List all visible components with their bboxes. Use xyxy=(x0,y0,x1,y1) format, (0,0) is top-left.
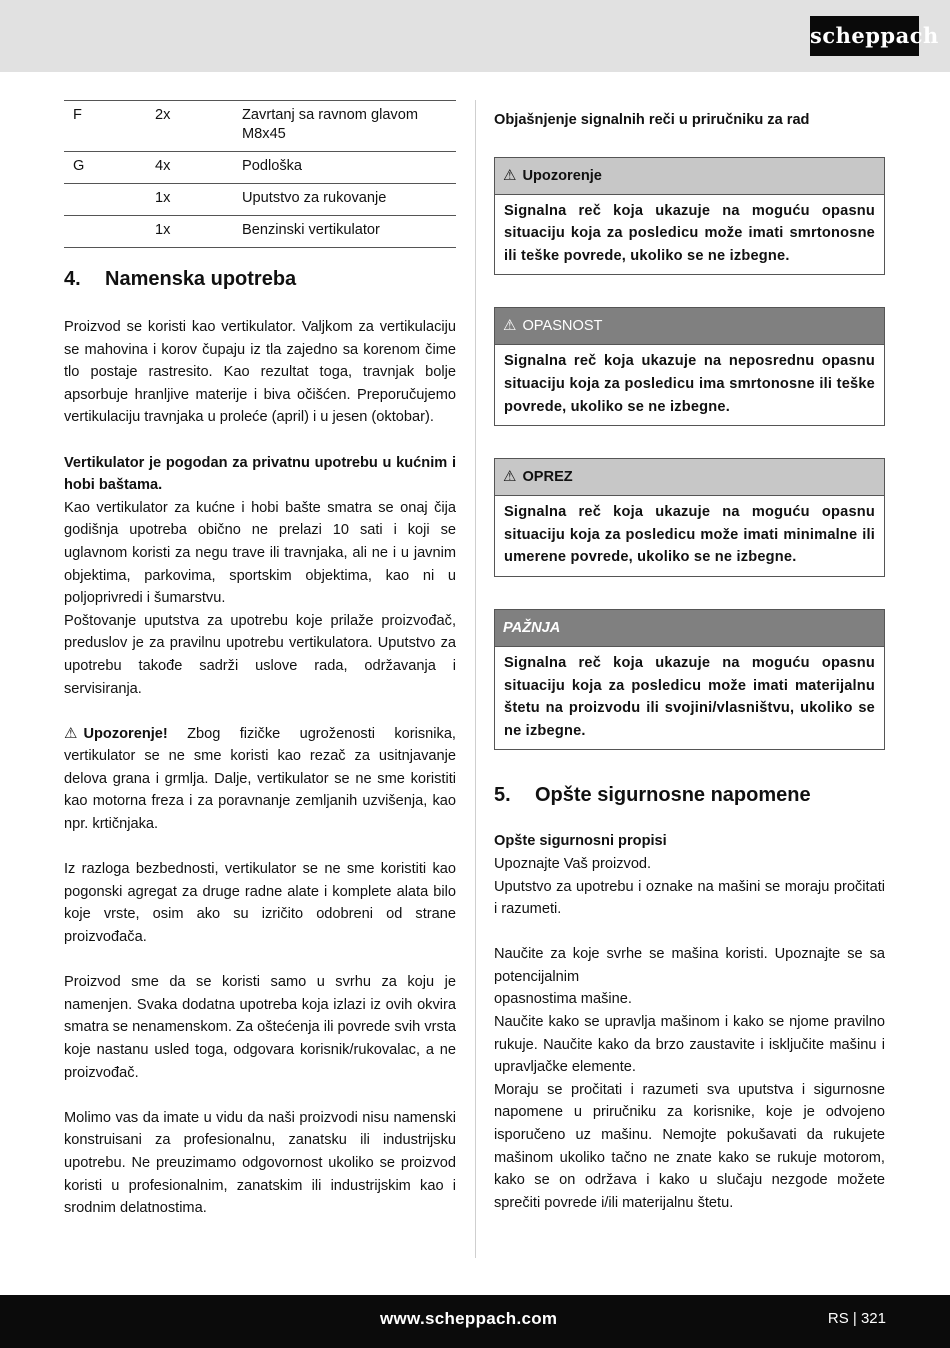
signal-box-header: ⚠ OPREZ xyxy=(495,459,884,496)
paragraph: Molimo vas da imate u vidu da naši proizvodi nisu namenski konstruisani za profesionalnu, zanatsku ili industrijsku upotrebu. Ne preuzimamo odgovornost ukoliko se proizvod koristi u profesionalnim, zanatskim ili industrijskim kao i srodnim delatnostima. xyxy=(64,1109,456,1217)
parts-table xyxy=(64,100,456,248)
signal-box-header: ⚠ OPASNOST xyxy=(495,308,884,345)
scheppach-logo: scheppach xyxy=(810,16,919,56)
qty-cell: 2x xyxy=(155,101,242,152)
signal-box-header: PAŽNJA xyxy=(495,610,884,647)
pos-cell xyxy=(64,216,155,248)
signal-box-warning xyxy=(494,157,885,276)
signal-box-text: Signalna reč koja ukazuje na moguću opasnu situaciju koja za posledicu može imati minimalne ili umerene povrede, ukoliko se ne izbegne. xyxy=(504,504,875,566)
pos-cell: F xyxy=(64,101,155,152)
section-number: 4. xyxy=(64,268,81,290)
qty-cell: 4x xyxy=(155,152,242,184)
website-link[interactable]: www.scheppach.com xyxy=(380,1309,558,1328)
warning-triangle-icon: ⚠ xyxy=(64,724,78,742)
pos-cell xyxy=(64,184,155,216)
column-divider xyxy=(475,100,476,1258)
paragraph-bold: Vertikulator je pogodan za privatnu upotrebu u kućnim i hobi baštama. xyxy=(64,454,456,494)
left-column xyxy=(64,100,456,1220)
section-number: 5. xyxy=(494,784,511,807)
qty-cell: 1x xyxy=(155,184,242,216)
footer-bar xyxy=(0,1295,950,1348)
signal-box-caution xyxy=(494,458,885,577)
paragraph: Naučite za koje svrhe se mašina koristi. Upoznajte se sa potencijalnim xyxy=(494,946,885,985)
right-column xyxy=(494,100,885,1214)
warning-paragraph xyxy=(64,723,456,836)
table-row xyxy=(64,216,456,248)
paragraph: Uputstvo za upotrebu i oznake na mašini se moraju pročitati i razumeti. xyxy=(494,878,885,918)
paragraph: Iz razloga bezbednosti, vertikulator se ne sme koristiti kao pogonski agregat za druge radne alate i komplete alata bilo koje vrste, osim ako su izričito odobreni od strane proizvođača. xyxy=(64,861,456,946)
paragraph: Upoznajte Vaš proizvod. xyxy=(494,855,652,872)
desc-cell: Podloška xyxy=(242,152,456,184)
warning-triangle-icon: ⚠ xyxy=(503,317,517,335)
paragraph: Proizvod sme da se koristi samo u svrhu za koju je namenjen. Svaka dodatna upotreba koja izlazi iz ovih okvira smatra se nenamenskom. Za oštećenja ili povrede svih vrsta koje nastanu usled toga, odgovara korisnik/rukovalac, a ne proizvođač. xyxy=(64,974,456,1081)
qty-cell: 1x xyxy=(155,216,242,248)
paragraph: Kao vertikulator za kućne i hobi bašte smatra se onaj čija godišnja upotreba obično ne prelazi 10 sati i koji se uglavnom koristi za negu trave ili travnjaka, ali ne i u javnim objektima, parkovima, sportskim objektima, kao ni u poljoprivredi i šumarstvu. xyxy=(64,499,456,607)
table-row xyxy=(64,101,456,152)
paragraph: Naučite kako se upravlja mašinom i kako se njome pravilno rukuje. Naučite kako da brzo zaustavite i isključite mašinu i upravljačke elemente. xyxy=(494,1014,885,1076)
section-5-heading xyxy=(494,782,885,808)
table-row xyxy=(64,184,456,216)
desc-cell: Zavrtanj sa ravnom glavom M8x45 xyxy=(242,101,456,152)
section-title: Namenska upotreba xyxy=(105,268,297,290)
section-4-heading xyxy=(64,266,456,292)
paragraph: Poštovanje uputstva za upotrebu koje prilaže proizvođač, preduslov je za pravilnu upotrebu vertikulatora. Uputstvo za upotrebu takođe sadrži uslove rada, održavanja i servisiranja. xyxy=(64,612,456,697)
paragraph: Proizvod se koristi kao vertikulator. Valjkom za vertikulaciju se mahovina i korov čupaju iz tla zajedno sa korenom čime tlo postaje rastresito. Kao rezultat toga, travnjak bolje apsorbuje hranljive materije i biva očišćen. Preporučujemo vertikulaciju travnjaka u proleće (april) i u jesen (oktobar). xyxy=(64,319,456,426)
signal-box-text: Signalna reč koja ukazuje na moguću opasnu situaciju koja za posledicu može imati smrtonosne ili teške povrede, ukoliko se ne izbegne. xyxy=(504,202,875,264)
header-bar xyxy=(0,0,950,72)
subheading: Opšte sigurnosni propisi xyxy=(494,833,667,850)
warning-triangle-icon: ⚠ xyxy=(503,468,517,486)
desc-cell: Uputstvo za rukovanje xyxy=(242,184,456,216)
signal-box-text: Signalna reč koja ukazuje na neposrednu opasnu situaciju koja za posledicu ima smrtonosne ili teške povrede, ukoliko se ne izbegne. xyxy=(504,353,875,415)
pos-cell: G xyxy=(64,152,155,184)
warning-triangle-icon: ⚠ xyxy=(503,166,517,184)
signal-box-notice xyxy=(494,609,885,750)
signal-box-danger xyxy=(494,307,885,426)
desc-cell: Benzinski vertikulator xyxy=(242,216,456,248)
signal-box-header: ⚠ Upozorenje xyxy=(495,158,884,195)
warning-text: Zbog fizičke ugroženosti korisnika, vertikulator se ne sme koristi kao rezač za usitnjavanje delova grana i grmlja. Dalje, vertikulator se ne sme koristiti kao motorna freza i za poravnanje zemljanih uzvišenja, kao npr. krtičnjaka. xyxy=(64,725,456,833)
paragraph: opasnostima mašine. xyxy=(494,991,632,1008)
warning-label: Upozorenje! xyxy=(83,725,168,742)
section-title: Opšte sigurnosne napomene xyxy=(535,784,811,807)
paragraph: Moraju se pročitati i razumeti sva uputstva i sigurnosne napomene u priručniku za korisnike, koje je odvojeno isporučeno uz mašinu. Nemojte pokušavati da rukujete mašinom ukoliko tačno ne znate kako se rukuje motorom, kako se on održava i kako u slučaju nezgode možete sprečiti povrede i/ili materijalnu štetu. xyxy=(494,1081,885,1211)
signal-words-title: Objašnjenje signalnih reči u priručniku za rad xyxy=(494,112,810,128)
page-number: RS | 321 xyxy=(827,1310,886,1327)
signal-box-text: Signalna reč koja ukazuje na moguću opasnu situaciju koja za posledicu može imati materijalnu štetu na proizvodu ili svojini/vlasništvu, ukoliko se ne izbegne. xyxy=(504,654,875,739)
table-row xyxy=(64,152,456,184)
